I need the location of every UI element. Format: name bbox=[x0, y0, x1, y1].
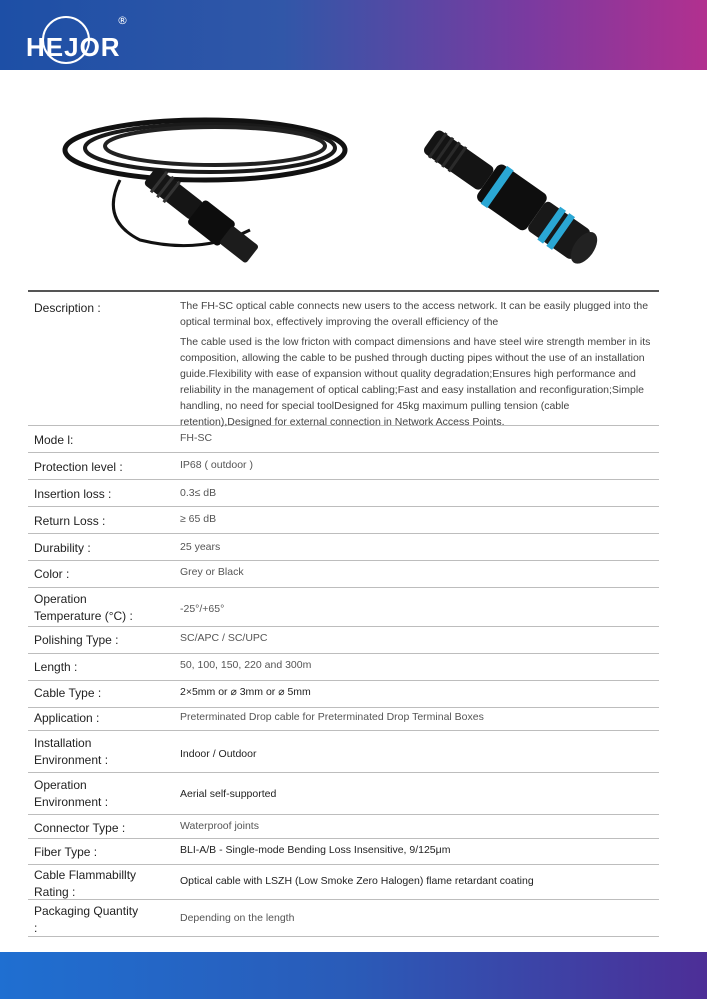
spec-value: Indoor / Outdoor bbox=[180, 748, 257, 760]
spec-row bbox=[28, 900, 659, 937]
spec-label: Fiber Type : bbox=[34, 845, 98, 859]
spec-value: Preterminated Drop cable for Preterminated Drop Terminal Boxes bbox=[180, 711, 484, 723]
spec-label: Application : bbox=[34, 711, 100, 725]
spec-label: Polishing Type : bbox=[34, 633, 119, 647]
spec-row bbox=[28, 534, 659, 561]
spec-label: Mode l: bbox=[34, 433, 74, 447]
spec-row bbox=[28, 561, 659, 588]
spec-label: Packaging Quantity : bbox=[34, 904, 139, 935]
spec-label: Return Loss : bbox=[34, 514, 106, 528]
cable-coil-image bbox=[65, 120, 345, 267]
spec-label: Color : bbox=[34, 567, 70, 581]
product-photos bbox=[0, 80, 707, 280]
spec-row bbox=[28, 588, 659, 627]
spec-row bbox=[28, 773, 659, 815]
spec-row bbox=[28, 708, 659, 731]
spec-label: Cable Flammabillty Rating : bbox=[34, 868, 137, 899]
spec-value: 50, 100, 150, 220 and 300m bbox=[180, 659, 312, 671]
spec-value: Waterproof joints bbox=[180, 820, 259, 832]
spec-row-description bbox=[28, 292, 659, 426]
registered-mark: ® bbox=[117, 14, 128, 27]
spec-value: Grey or Black bbox=[180, 566, 244, 578]
spec-label: Length : bbox=[34, 660, 78, 674]
spec-row bbox=[28, 815, 659, 839]
spec-value: Depending on the length bbox=[180, 912, 295, 924]
spec-value: 2×5mm or ⌀ 3mm or ⌀ 5mm bbox=[180, 686, 311, 698]
header-banner bbox=[0, 0, 707, 70]
spec-row bbox=[28, 731, 659, 773]
connector-closeup-image bbox=[417, 121, 606, 272]
spec-row bbox=[28, 453, 659, 480]
spec-label: Insertion loss : bbox=[34, 487, 112, 501]
spec-value: Optical cable with LSZH (Low Smoke Zero Halogen) flame retardant coating bbox=[180, 875, 534, 887]
spec-value: -25°/+65° bbox=[180, 603, 225, 615]
spec-value: SC/APC / SC/UPC bbox=[180, 632, 268, 644]
spec-value: 0.3≤ dB bbox=[180, 487, 217, 499]
spec-label: Operation Temperature (°C) : bbox=[34, 592, 133, 623]
spec-label: Protection level : bbox=[34, 460, 123, 474]
logo-text: HEJOR bbox=[26, 32, 121, 62]
description-label: Description : bbox=[34, 301, 101, 315]
spec-value: IP68 ( outdoor ) bbox=[180, 459, 253, 471]
spec-row bbox=[28, 839, 659, 865]
spec-row bbox=[28, 654, 659, 681]
spec-label: Cable Type : bbox=[34, 686, 102, 700]
description-text bbox=[180, 298, 660, 430]
spec-label: Durability : bbox=[34, 541, 91, 555]
spec-row bbox=[28, 865, 659, 900]
spec-row bbox=[28, 480, 659, 507]
spec-value: Aerial self-supported bbox=[180, 788, 277, 800]
spec-label: Operation Environment : bbox=[34, 778, 109, 809]
description-paragraph-2: The cable used is the low fricton with compact dimensions and have steel wire strength member in its composition, allowing the cable to be pushed through ducting pipes without the use of an installation guide.Flexibility with ease of expansion without quality degradation;Ensures high performance and reliability in the management of optical cabling;Fast and easy installation and reconfiguration;Simple handling, no need for special toolDesigned for 45kg maximum pulling tension (cable retention),Designed for external connection in Network Access Points. bbox=[180, 336, 651, 428]
spec-value: ≥ 65 dB bbox=[180, 513, 217, 525]
spec-value: BLI-A/B - Single-mode Bending Loss Insensitive, 9/125μm bbox=[180, 844, 451, 856]
description-paragraph-1: The FH-SC optical cable connects new users to the access network. It can be easily plugged into the optical terminal box, effectively improving the overall efficiency of the bbox=[180, 300, 649, 328]
spec-row bbox=[28, 507, 659, 534]
spec-label: Installation Environment : bbox=[34, 736, 109, 767]
spec-value: 25 years bbox=[180, 541, 221, 553]
spec-value: FH-SC bbox=[180, 432, 213, 444]
spec-row bbox=[28, 627, 659, 654]
spec-row bbox=[28, 681, 659, 708]
footer-banner bbox=[0, 952, 707, 999]
spec-row bbox=[28, 426, 659, 453]
spec-label: Connector Type : bbox=[34, 821, 126, 835]
brand-logo bbox=[22, 10, 128, 65]
